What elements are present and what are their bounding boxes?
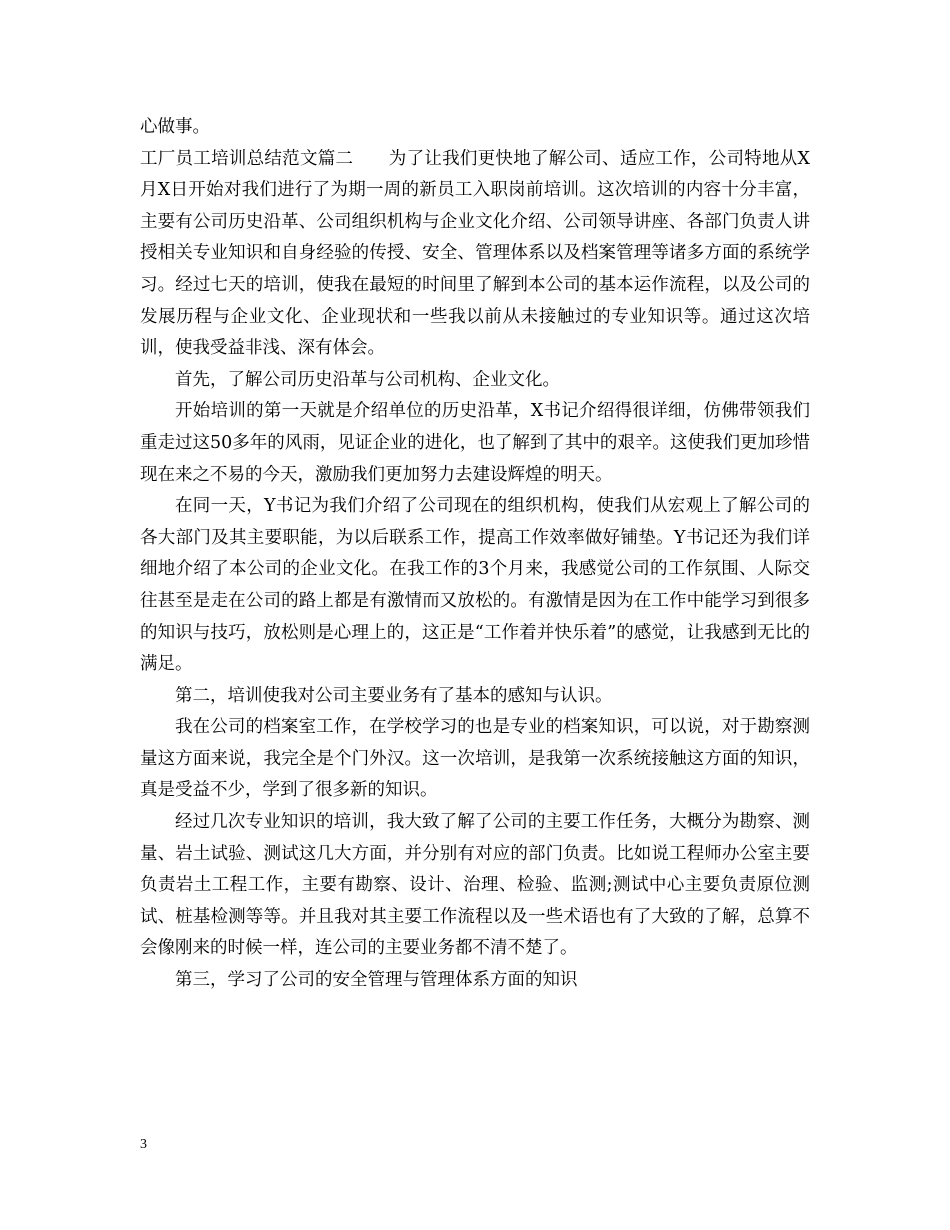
paragraph-9: 第三，学习了公司的安全管理与管理体系方面的知识 xyxy=(175,970,578,991)
document-body xyxy=(140,112,810,997)
paragraph-4: 开始培训的第一天就是介绍单位的历史沿革，X书记介绍得很详细，仿佛带领我们重走过这50多年的风雨，见证企业的进化，也了解到了其中的艰辛。这使我们更加珍惜现在来之不易的今天，激励我们更加努力去建设辉煌的明天。 xyxy=(140,401,810,485)
paragraph-6: 第二，培训使我对公司主要业务有了基本的感知与认识。 xyxy=(175,685,613,706)
page-number: 3 xyxy=(140,1137,147,1152)
paragraph-1: 心做事。 xyxy=(140,117,210,137)
paragraph-7: 我在公司的档案室工作，在学校学习的也是专业的档案知识，可以说，对于勘察测量这方面来说，我完全是个门外汉。这一次培训，是我第一次系统接触这方面的知识，真是受益不少，学到了很多新的知识。 xyxy=(140,717,810,801)
paragraph-8: 经过几次专业知识的培训，我大致了解了公司的主要工作任务，大概分为勘察、测量、岩土试验、测试这几大方面，并分别有对应的部门负责。比如说工程师办公室主要负责岩土工程工作，主要有勘察、设计、治理、检验、监测;测试中心主要负责原位测试、桩基检测等等。并且我对其主要工作流程以及一些术语也有了大致的了解，总算不会像刚来的时候一样，连公司的主要业务都不清不楚了。 xyxy=(140,812,810,959)
paragraph-5: 在同一天，Y书记为我们介绍了公司现在的组织机构，使我们从宏观上了解公司的各大部门及其主要职能，为以后联系工作，提高工作效率做好铺垫。Y书记还为我们详细地介绍了本公司的企业文化。在我工作的3个月来，我感觉公司的工作氛围、人际交往甚至是走在公司的路上都是有激情而又放松的。有激情是因为在工作中能学习到很多的知识与技巧，放松则是心理上的，这正是“工作着并快乐着”的感觉，让我感到无比的满足。 xyxy=(140,496,810,675)
paragraph-3: 首先，了解公司历史沿革与公司机构、企业文化。 xyxy=(175,369,560,390)
paragraph-2: 工厂员工培训总结范文篇二 为了让我们更快地了解公司、适应工作，公司特地从X月X日开始对我们进行了为期一周的新员工入职岗前培训。这次培训的内容十分丰富，主要有公司历史沿革、公司组织机构与企业文化介绍、公司领导讲座、各部门负责人讲授相关专业知识和自身经验的传授、安全、管理体系以及档案管理等诸多方面的系统学习。经过七天的培训，使我在最短的时间里了解到本公司的基本运作流程，以及公司的发展历程与企业文化、企业现状和一些我以前从未接触过的专业知识等。通过这次培训，使我受益非浅、深有体会。 xyxy=(140,148,810,359)
